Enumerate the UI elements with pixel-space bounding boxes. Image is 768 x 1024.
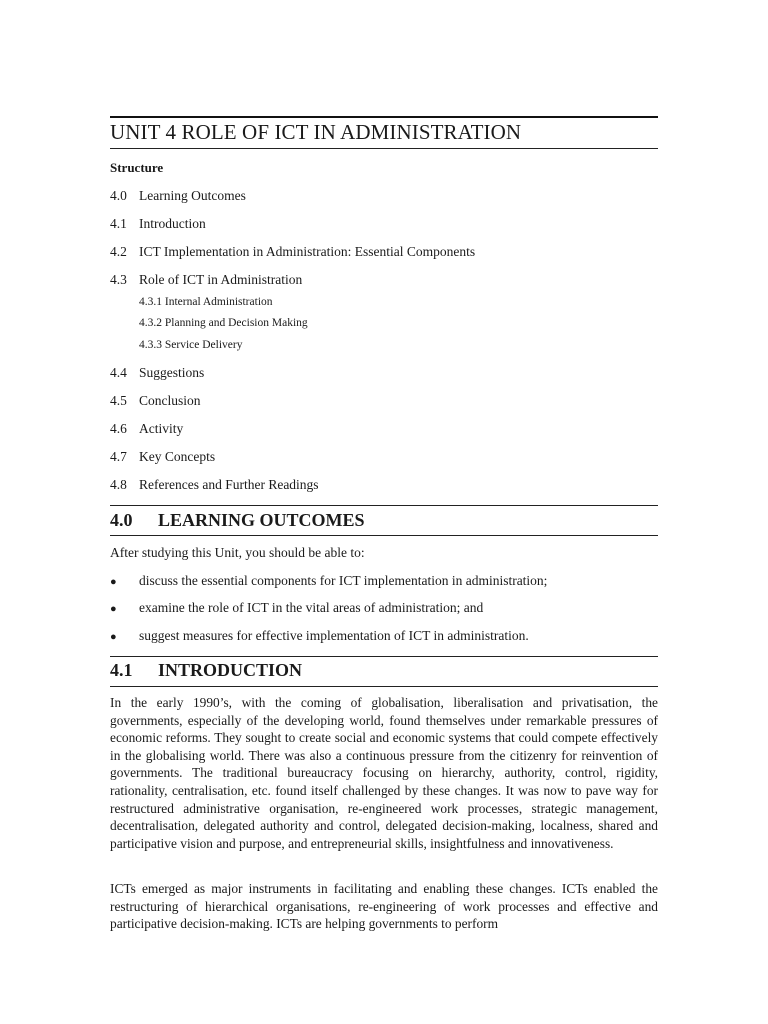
unit-title: UNIT 4 ROLE OF ICT IN ADMINISTRATION [110, 120, 522, 144]
bullet-icon: ● [110, 631, 117, 643]
section-40-bottom-rule [110, 535, 658, 536]
structure-label: Structure [110, 160, 164, 175]
toc-item: 4.7 Key Concepts [110, 449, 216, 464]
bullet-icon: ● [110, 603, 117, 615]
bullet-item: ● examine the role of ICT in the vital areas of administration; and [110, 600, 484, 615]
section-heading-learning-outcomes: 4.0 LEARNING OUTCOMES [110, 510, 365, 530]
title-bottom-rule [110, 148, 658, 149]
toc-subitem: 4.3.3 Service Delivery [139, 339, 243, 351]
bullet-item: ● discuss the essential components for ICT implementation in administration; [110, 573, 548, 588]
toc-item: 4.4 Suggestions [110, 365, 205, 380]
section-41-bottom-rule [110, 686, 658, 687]
toc-item: 4.5 Conclusion [110, 393, 201, 408]
bullet-icon: ● [110, 576, 117, 588]
learning-outcomes-intro: After studying this Unit, you should be able to: [110, 545, 365, 560]
toc-subitem: 4.3.1 Internal Administration [139, 296, 273, 308]
section-heading-introduction: 4.1 INTRODUCTION [110, 660, 303, 680]
toc-item: 4.6 Activity [110, 421, 184, 436]
title-top-rule [110, 116, 658, 118]
toc-subitem: 4.3.2 Planning and Decision Making [139, 317, 308, 329]
paragraph: In the early 1990’s, with the coming of globalisation, liberalisation and privatisation, the governments, especially of the developing world, found themselves under remarkable pressures of economic reforms. They sought to create social and economic systems that could compete effectively in the globalising world. There was also a continuous pressure from the citizenry for reinvention of governments. The traditional bureaucracy focusing on hierarchy, authority, control, rigidity, rationality, centralisation, etc. found itself challenged by these changes. It was now to pave way for restructured administrative organisation, re-engineered work processes, strategic management, decentralisation, delegated authority and control, delegated decision-making, localness, shared and participative vision and purpose, and entrepreneurial skills, insightfulness and innovativeness. [110, 695, 658, 851]
paragraph: ICTs emerged as major instruments in facilitating and enabling these changes. ICTs enabled the restructuring of hierarchical organisations, re-engineering of work processes and effective and participative decision-making. ICTs are helping governments to perform [110, 881, 658, 932]
bullet-item: ● suggest measures for effective implementation of ICT in administration. [110, 628, 529, 643]
section-41-top-rule [110, 656, 658, 657]
toc-item: 4.2 ICT Implementation in Administration: Essential Components [110, 244, 476, 259]
toc-item: 4.0 Learning Outcomes [110, 188, 246, 203]
section-40-top-rule [110, 505, 658, 506]
toc-item: 4.3 Role of ICT in Administration [110, 272, 303, 287]
toc-item: 4.1 Introduction [110, 216, 206, 231]
toc-item: 4.8 References and Further Readings [110, 477, 319, 492]
